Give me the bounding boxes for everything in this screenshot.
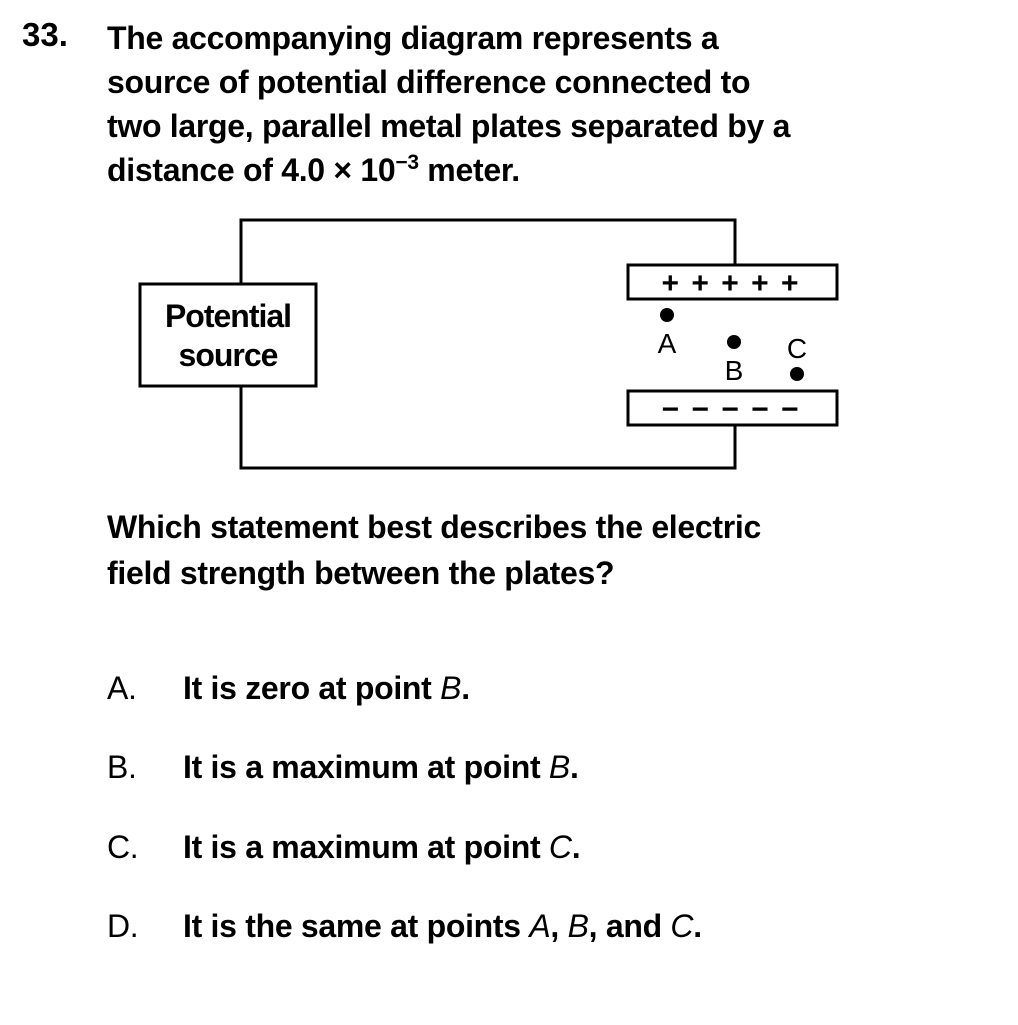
stem-line-2: source of potential difference connected to [107, 64, 751, 100]
point-b-label: B [724, 355, 744, 386]
choice-b-letter: B. [107, 749, 137, 785]
point-c-label: C [786, 333, 808, 364]
choice-d-text: It is the same at points A, B, and C. [183, 908, 702, 944]
point-b-dot [727, 335, 741, 349]
choice-b-text: It is a maximum at point B. [183, 749, 579, 785]
point-a-dot [660, 308, 674, 322]
question-number: 33. [22, 16, 68, 53]
prompt-line-1: Which statement best describes the electric [107, 509, 761, 545]
choice-d-letter: D. [107, 908, 139, 944]
choice-a-text: It is zero at point B. [183, 670, 470, 706]
top-plate-charges: + + + + + [661, 267, 801, 300]
source-label-line1: Potential [164, 298, 292, 334]
choice-c-text: It is a maximum at point C. [183, 829, 581, 865]
choice-a-letter: A. [107, 670, 137, 706]
choice-c-letter: C. [107, 829, 139, 865]
point-a-label: A [657, 328, 677, 359]
stem-distance-prefix: distance of 4.0 × 10 [107, 152, 396, 188]
stem-exponent: −3 [395, 151, 419, 174]
stem-line-3: two large, parallel metal plates separated by a [107, 108, 791, 144]
point-c-dot [790, 367, 804, 381]
question-prompt [107, 504, 907, 596]
stem-line-1: The accompanying diagram represents a [107, 20, 719, 56]
bottom-plate-charges: − − − − − [661, 393, 801, 426]
prompt-line-2: field strength between the plates? [107, 555, 615, 591]
source-label-line2: source [178, 337, 278, 373]
stem-distance-suffix: meter. [418, 152, 520, 188]
